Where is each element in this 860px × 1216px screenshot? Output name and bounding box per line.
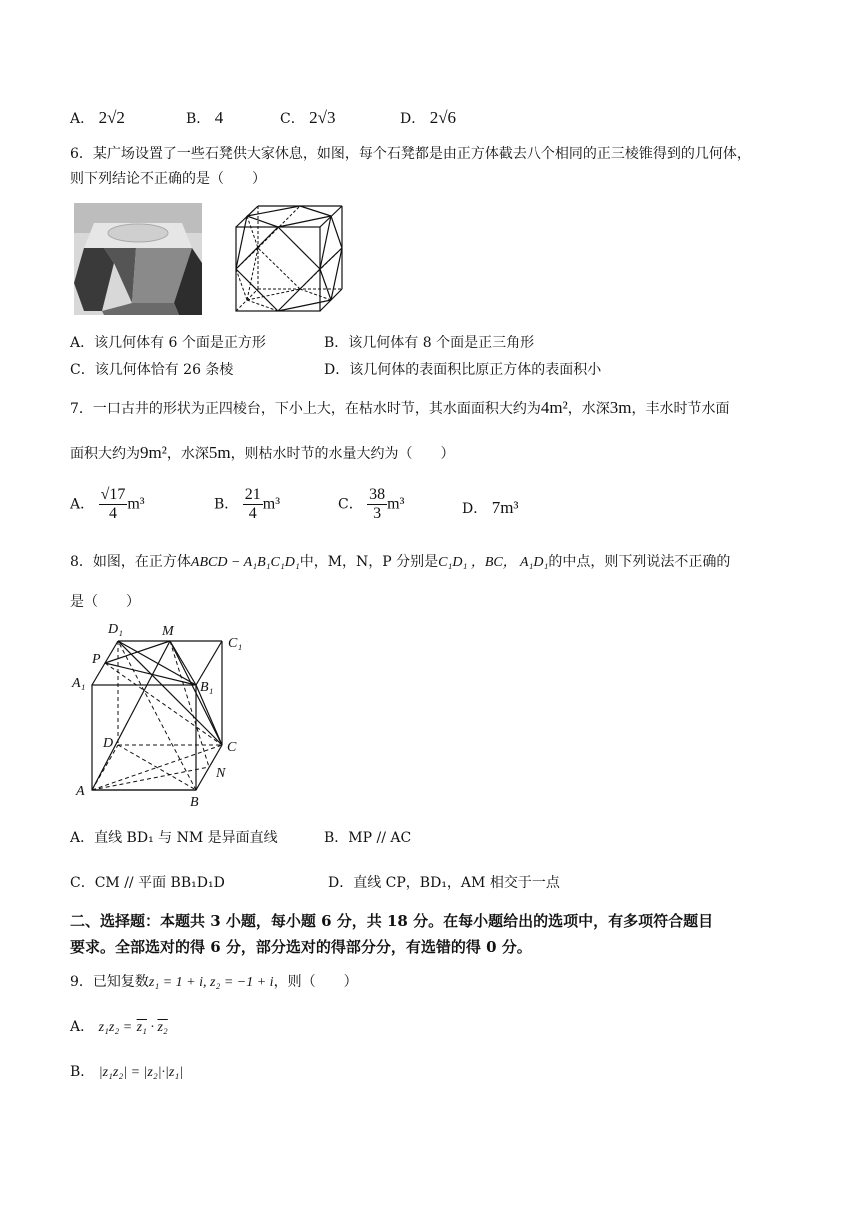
q8-stem-line1 (70, 552, 730, 573)
section-2-heading-line1: 二、选择题：本题共 3 小题，每小题 6 分，共 18 分。在每小题给出的选项中，有多项符合题目 (70, 912, 714, 930)
q5-option-c-value: 2√3 (309, 108, 336, 127)
q9-stem (70, 972, 358, 993)
q6-stem-line1: 6．某广场设置了一些石凳供大家休息，如图，每个石凳都是由正方体截去八个相同的正三棱锥得到的几何体， (70, 146, 751, 162)
q7-option-b-fraction (243, 486, 263, 523)
q7-stem-line2 (70, 443, 455, 464)
label-C1: C₁ (228, 636, 243, 651)
fraction-numerator: √17 (100, 486, 126, 503)
q8-text: 的中点，则下列说法不正确的 (548, 554, 731, 570)
q9-text: ，则（ ） (273, 974, 358, 990)
label-M: M (162, 624, 174, 639)
q9-option-a-dot: · (146, 1020, 158, 1035)
q8-option-a: A．直线 BD₁ 与 NM 是异面直线 (70, 830, 278, 846)
q5-option-c (280, 108, 336, 129)
q7-dry-depth: 3m (609, 398, 632, 417)
label-D: D (103, 736, 114, 751)
cuboctahedron-figure (232, 203, 346, 315)
q9-complex-numbers: z₁ = 1 + i, z₂ = −1 + i (148, 975, 274, 990)
label-B1: B₁ (200, 680, 214, 695)
fraction-denominator: 4 (248, 505, 257, 522)
q8-option-d: D．直线 CP，BD₁，AM 相交于一点 (328, 875, 560, 891)
q9-option-b (70, 1062, 183, 1083)
q7-text: 7．一口古井的形状为正四棱台，下小上大，在枯水时节，其水面面积大约为 (70, 401, 541, 417)
q5-option-b-label: B． (186, 111, 211, 127)
q9-option-b-label: B． (70, 1064, 95, 1080)
q7-stem-line1 (70, 398, 729, 419)
q7-option-c-label: C． (338, 496, 363, 513)
unit-label: m³ (127, 495, 145, 513)
q7-wet-area: 9m² (140, 443, 167, 462)
q5-option-d (400, 108, 456, 129)
q9-option-a-conj1: z₁ (136, 1020, 147, 1035)
q7-option-b (214, 486, 280, 523)
q8-text: 中，M，N，P 分别是 (299, 554, 439, 570)
label-P: P (92, 652, 101, 667)
q9-option-a (70, 1017, 168, 1038)
q5-option-d-label: D． (400, 111, 426, 127)
q8-stem-line2: 是（ ） (70, 594, 140, 610)
q5-option-b-value: 4 (214, 108, 224, 127)
q8-segments: C₁D₁ ，BC， A₁D₁ (438, 555, 549, 570)
q7-wet-depth: 5m (208, 443, 231, 462)
q7-text: ，丰水时节水面 (631, 401, 730, 417)
q6-option-d: D．该几何体的表面积比原正方体的表面积小 (324, 362, 602, 378)
q8-text: 8．如图，在正方体 (70, 554, 191, 570)
q7-option-a (70, 486, 145, 523)
label-A: A (76, 784, 85, 799)
q5-option-c-label: C． (280, 111, 305, 127)
q9-option-b-math: |z₁z₂| = |z₂|·|z₁| (98, 1065, 184, 1080)
label-B: B (190, 795, 199, 810)
q7-text: 面积大约为 (70, 446, 140, 462)
fraction-denominator: 4 (108, 505, 117, 522)
q5-option-b (186, 108, 223, 129)
q7-option-c-fraction (367, 486, 387, 523)
q9-text: 9．已知复数 (70, 974, 149, 990)
fraction-numerator: 21 (244, 486, 261, 503)
q7-option-c (338, 486, 404, 523)
q7-dry-area: 4m² (540, 398, 568, 417)
cube-figure (70, 615, 260, 810)
q7-option-d (462, 498, 519, 519)
stone-bench-photo (74, 203, 202, 315)
q6-option-b: B．该几何体有 8 个面是正三角形 (324, 335, 535, 351)
q7-text: ，水深 (567, 401, 610, 417)
label-A1: A₁ (72, 676, 86, 691)
q8-option-c: C．CM // 平面 BB₁D₁D (70, 875, 225, 891)
q9-option-a-conj2: z₂ (157, 1020, 168, 1035)
label-D1: D₁ (108, 622, 123, 637)
q6-option-a: A．该几何体有 6 个面是正方形 (70, 335, 266, 351)
q9-option-a-label: A． (70, 1019, 95, 1035)
label-N: N (216, 766, 226, 781)
q5-option-a-value: 2√2 (98, 108, 125, 127)
q7-option-a-label: A． (70, 496, 95, 513)
q6-option-c: C．该几何体恰有 26 条棱 (70, 362, 234, 378)
q8-cube-name: ABCD − A₁B₁C₁D₁ (190, 555, 300, 570)
q7-option-a-fraction (99, 486, 128, 523)
fraction-denominator: 3 (373, 505, 382, 522)
unit-label: m³ (262, 495, 280, 513)
label-C: C (227, 740, 237, 755)
q5-option-a-label: A． (70, 111, 95, 127)
q7-option-b-label: B． (214, 496, 239, 513)
q5-option-a (70, 108, 125, 129)
q8-option-b: B．MP // AC (324, 830, 412, 846)
section-2-heading-line2: 要求。全部选对的得 6 分，部分选对的得部分分，有选错的得 0 分。 (70, 938, 532, 956)
q5-option-d-value: 2√6 (429, 108, 457, 127)
q6-stem-line2: 则下列结论不正确的是（ ） (70, 171, 266, 187)
q7-text: ，水深 (166, 446, 209, 462)
q9-option-a-lhs: z₁z₂ = (98, 1020, 133, 1035)
q7-option-d-label: D． (462, 501, 488, 517)
fraction-numerator: 38 (369, 486, 386, 503)
q7-text: ，则枯水时节的水量大约为（ ） (230, 446, 455, 462)
q7-option-d-value: 7m³ (491, 498, 519, 517)
unit-label: m³ (387, 495, 405, 513)
